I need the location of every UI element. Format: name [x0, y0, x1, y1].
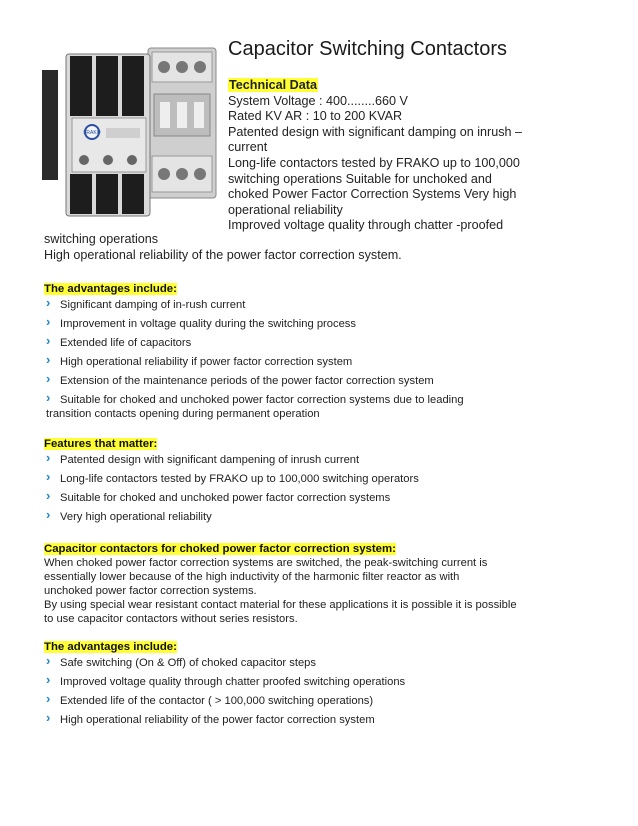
- list-item: › Improvement in voltage quality during the switching process: [46, 314, 356, 330]
- chevron-right-icon: ›: [46, 295, 51, 310]
- paragraph-line: unchoked power factor correction systems.: [44, 585, 257, 597]
- chevron-right-icon: ›: [46, 507, 51, 522]
- chevron-right-icon: ›: [46, 314, 51, 329]
- choked-section: [44, 542, 604, 626]
- section-heading: Features that matter:: [44, 438, 158, 450]
- tech-line: switching operations: [44, 232, 159, 246]
- advantages-section: [44, 282, 604, 426]
- tech-line: Rated KV AR : 10 to 200 KVAR: [228, 109, 403, 124]
- list-item: › Safe switching (On & Off) of choked capacitor steps: [46, 653, 316, 669]
- tech-line: current: [228, 140, 268, 155]
- list-item: › Extended life of the contactor ( > 100,000 switching operations): [46, 691, 374, 707]
- chevron-right-icon: ›: [46, 390, 51, 405]
- list-item: › High operational reliability of the power factor correction system: [46, 710, 375, 726]
- list-item: › High operational reliability if power factor correction system: [46, 352, 353, 368]
- list-item: › Extended life of capacitors: [46, 333, 192, 349]
- contactor-product-image: [40, 44, 218, 220]
- list-item: › Suitable for choked and unchoked power factor correction systems: [46, 488, 391, 504]
- chevron-right-icon: ›: [46, 352, 51, 367]
- brand-badge: FRAKO: [83, 130, 101, 136]
- list-item: › Extension of the maintenance periods of the power factor correction system: [46, 371, 434, 387]
- section-heading: Capacitor contactors for choked power factor correction system:: [44, 543, 396, 555]
- paragraph-line: When choked power factor correction systems are switched, the peak-switching current is: [44, 557, 488, 569]
- chevron-right-icon: ›: [46, 672, 51, 687]
- list-item: › Improved voltage quality through chatter proofed switching operations: [46, 672, 406, 688]
- chevron-right-icon: ›: [46, 653, 51, 668]
- tech-line: Improved voltage quality through chatter -proofed: [228, 218, 504, 233]
- list-item: › Long-life contactors tested by FRAKO up to 100,000 switching operators: [46, 469, 419, 485]
- section-heading: The advantages include:: [44, 641, 177, 653]
- chevron-right-icon: ›: [46, 710, 51, 725]
- tech-line: Patented design with significant damping on inrush –: [228, 124, 523, 139]
- tech-line: High operational reliability of the power factor correction system.: [44, 247, 402, 262]
- list-item: › Significant damping of in-rush current: [46, 295, 246, 311]
- chevron-right-icon: ›: [46, 450, 51, 465]
- section-heading: The advantages include:: [44, 283, 177, 295]
- list-item-continuation: transition contacts opening during permanent operation: [46, 408, 320, 420]
- chevron-right-icon: ›: [46, 333, 51, 348]
- chevron-right-icon: ›: [46, 488, 51, 503]
- tech-line: switching operations Suitable for unchoked and: [228, 171, 492, 186]
- paragraph-line: By using special wear resistant contact material for these applications it is possible it is possible: [44, 599, 517, 611]
- tech-line: choked Power Factor Correction Systems Very high: [228, 187, 517, 202]
- technical-data-heading: Technical Data: [229, 78, 317, 92]
- paragraph-line: to use capacitor contactors without series resistors.: [44, 613, 298, 625]
- advantages-section-2: [44, 640, 604, 732]
- list-item: › Patented design with significant dampening of inrush current: [46, 450, 360, 466]
- chevron-right-icon: ›: [46, 691, 51, 706]
- tech-line: operational reliability: [228, 202, 343, 217]
- tech-line: System Voltage : 400........660 V: [228, 93, 408, 108]
- page-title: Capacitor Switching Contactors: [228, 38, 508, 60]
- list-item: › Suitable for choked and unchoked power factor correction systems due to leading: [46, 390, 464, 406]
- technical-data: [228, 78, 558, 234]
- paragraph-line: essentially lower because of the high inductivity of the harmonic filter reactor as with: [44, 571, 460, 583]
- chevron-right-icon: ›: [46, 371, 51, 386]
- list-item: › Very high operational reliability: [46, 507, 212, 523]
- technical-data-continued: [44, 232, 604, 263]
- chevron-right-icon: ›: [46, 469, 51, 484]
- features-section: [44, 437, 604, 529]
- tech-line: Long-life contactors tested by FRAKO up to 100,000: [228, 155, 520, 170]
